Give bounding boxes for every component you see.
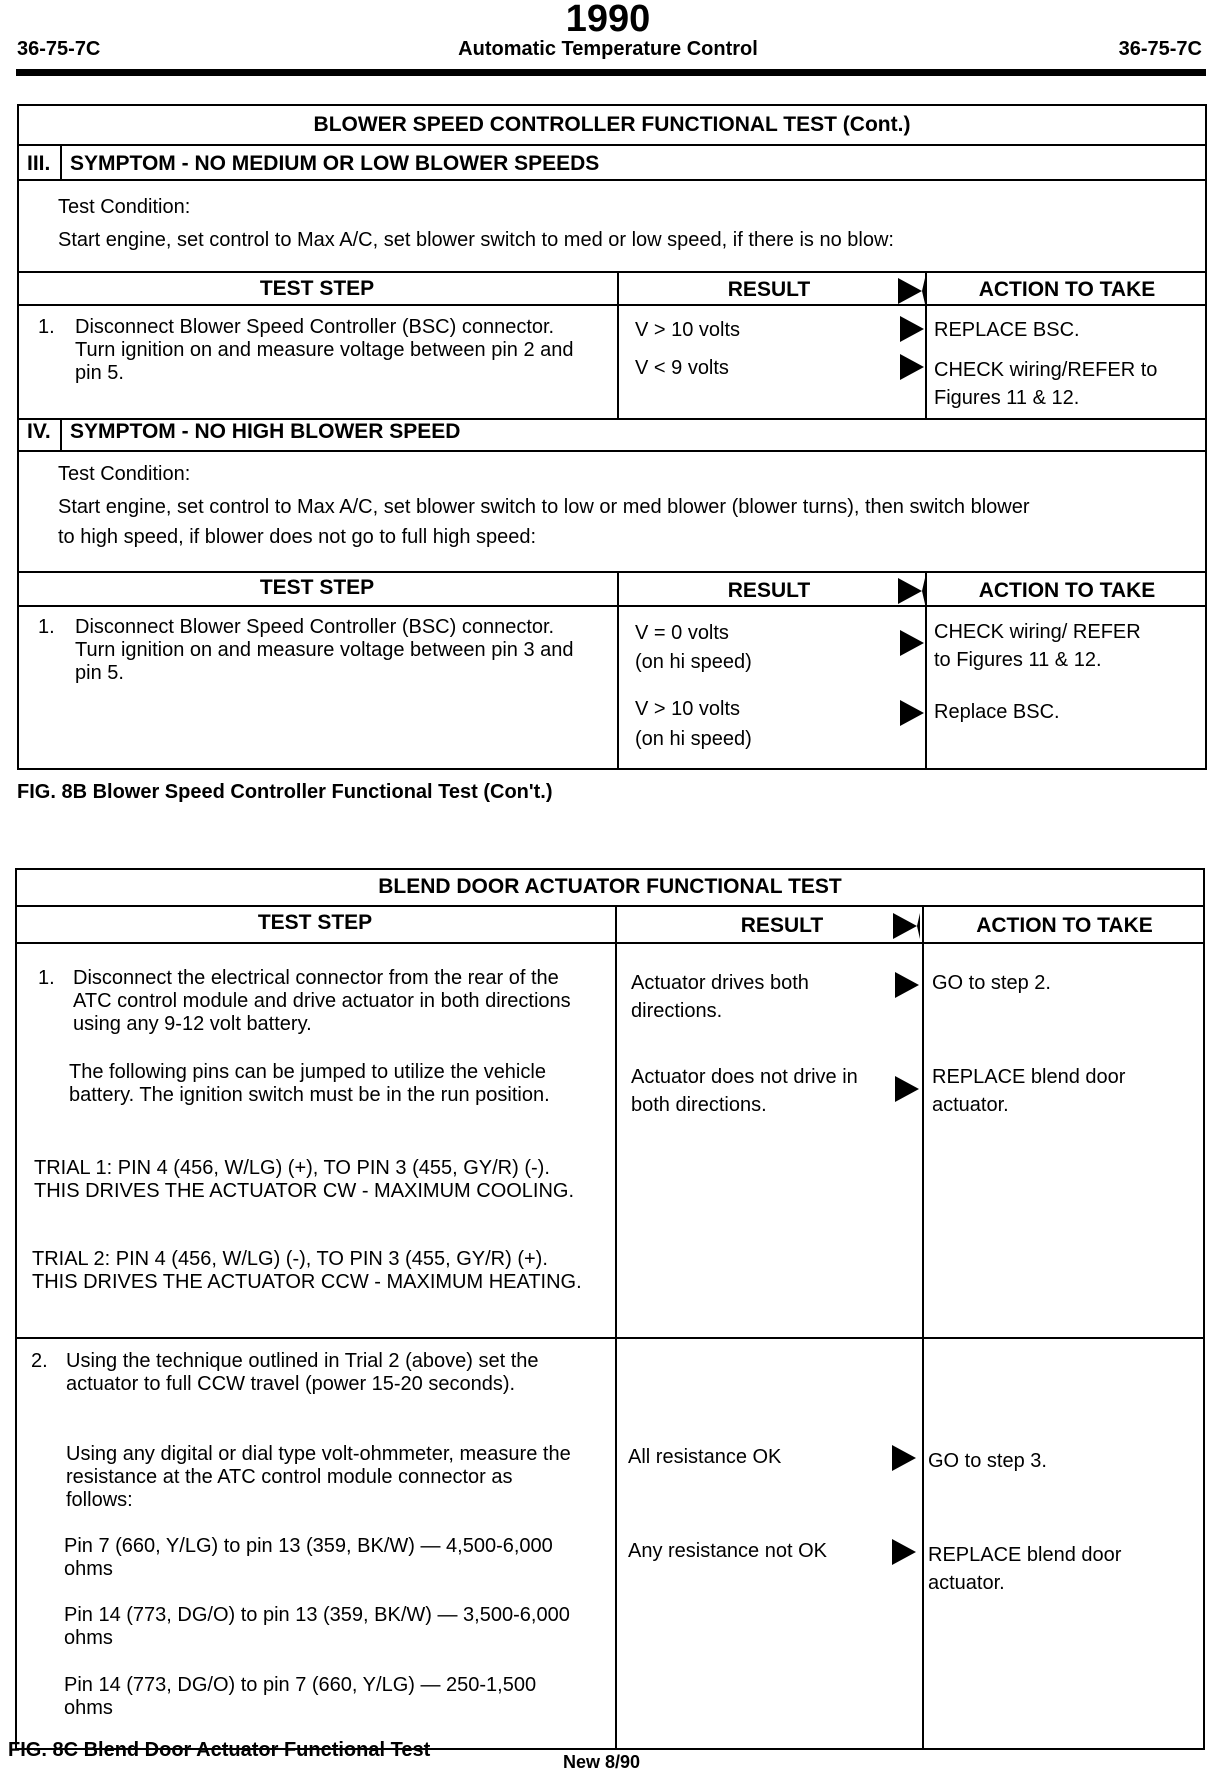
arrow-icon xyxy=(895,972,919,998)
divider xyxy=(922,905,924,1750)
test-step-text: Using the technique outlined in Trial 2 (above) set the actuator to full CCW travel (power 15-20 seconds). xyxy=(66,1350,539,1395)
symptom-heading: SYMPTOM - NO HIGH BLOWER SPEED xyxy=(70,420,461,443)
result-text: Actuator drives both directions. xyxy=(631,972,809,1022)
blend-door-test-title: BLEND DOOR ACTUATOR FUNCTIONAL TEST xyxy=(378,875,842,898)
action-text: GO to step 3. xyxy=(928,1450,1047,1472)
action-text: Replace BSC. xyxy=(934,701,1060,723)
section-code-right: 36-75-7C xyxy=(1118,38,1202,60)
section-number: III. xyxy=(27,152,51,175)
arrow-icon xyxy=(895,1076,919,1102)
divider xyxy=(17,271,1207,273)
arrow-icon xyxy=(900,316,924,342)
step-number: 1. xyxy=(38,616,55,638)
section-code-left: 36-75-7C xyxy=(17,38,101,60)
page-year: 1990 xyxy=(565,0,651,40)
col-header-test-step: TEST STEP xyxy=(259,277,375,300)
action-text: REPLACE blend door actuator. xyxy=(932,1066,1126,1116)
test-condition-label: Test Condition: xyxy=(58,196,191,218)
arrow-icon xyxy=(892,1539,916,1565)
figure-caption: FIG. 8C Blend Door Actuator Functional Test xyxy=(8,1739,431,1761)
trial-2-text: TRIAL 2: PIN 4 (456, W/LG) (-), TO PIN 3 (455, GY/R) (+). THIS DRIVES THE ACTUATOR CCW - MAXIMUM HEATING. xyxy=(32,1248,582,1293)
test-condition-text: to high speed, if blower does not go to full high speed: xyxy=(58,526,537,548)
divider xyxy=(17,571,1207,573)
resistance-spec: Pin 7 (660, Y/LG) to pin 13 (359, BK/W) — 4,500-6,000 ohms xyxy=(64,1535,553,1580)
resistance-spec: Pin 14 (773, DG/O) to pin 13 (359, BK/W) — 3,500-6,000 ohms xyxy=(64,1604,570,1649)
result-text: (on hi speed) xyxy=(635,728,752,750)
symptom-heading: SYMPTOM - NO MEDIUM OR LOW BLOWER SPEEDS xyxy=(70,152,600,175)
test-condition-label: Test Condition: xyxy=(58,463,191,485)
step-number: 1. xyxy=(38,316,55,338)
result-text: All resistance OK xyxy=(628,1446,782,1468)
col-header-result: RESULT xyxy=(727,579,811,602)
result-text: (on hi speed) xyxy=(635,651,752,673)
col-header-action: ACTION TO TAKE xyxy=(976,914,1153,937)
action-text: to Figures 11 & 12. xyxy=(934,649,1102,671)
result-text: Any resistance not OK xyxy=(628,1540,827,1562)
action-text: REPLACE blend door actuator. xyxy=(928,1544,1122,1594)
header-rule xyxy=(16,69,1206,76)
page-title: Automatic Temperature Control xyxy=(458,38,758,60)
test-condition-text: Start engine, set control to Max A/C, set blower switch to med or low speed, if there is no blow: xyxy=(58,229,894,251)
result-text: Actuator does not drive in both directions. xyxy=(631,1066,858,1116)
trial-1-text: TRIAL 1: PIN 4 (456, W/LG) (+), TO PIN 3 (455, GY/R) (-). THIS DRIVES THE ACTUATOR CW - MAXIMUM COOLING. xyxy=(34,1157,575,1202)
col-header-result: RESULT xyxy=(727,278,811,301)
divider xyxy=(17,144,1207,146)
revision-note: New 8/90 xyxy=(563,1752,641,1772)
col-header-action: ACTION TO TAKE xyxy=(978,278,1156,301)
divider xyxy=(15,942,1205,944)
section-number: IV. xyxy=(27,420,51,443)
test-step-note: The following pins can be jumped to utilize the vehicle battery. The ignition switch must be in the run position. xyxy=(69,1061,550,1106)
arrow-icon xyxy=(900,630,924,656)
divider xyxy=(60,144,62,180)
step-number: 2. xyxy=(31,1350,48,1372)
arrow-icon xyxy=(898,578,925,604)
figure-caption: FIG. 8B Blower Speed Controller Functional Test (Con't.) xyxy=(17,781,553,803)
test-step-text: Disconnect the electrical connector from the rear of the ATC control module and drive actuator in both directions using any 9-12 volt battery. xyxy=(73,967,571,1035)
action-text: REPLACE BSC. xyxy=(934,319,1080,341)
result-text: V > 10 volts xyxy=(635,698,741,720)
test-step-text: Disconnect Blower Speed Controller (BSC) connector. Turn ignition on and measure voltage between pin 3 and pin 5. xyxy=(75,616,574,684)
action-text: GO to step 2. xyxy=(932,972,1051,994)
arrow-icon xyxy=(900,354,924,380)
col-header-result: RESULT xyxy=(740,914,824,937)
col-header-test-step: TEST STEP xyxy=(257,911,373,934)
arrow-icon xyxy=(892,1445,916,1471)
test-condition-text: Start engine, set control to Max A/C, set blower switch to low or med blower (blower turns), then switch blower xyxy=(58,496,1030,518)
result-text: V > 10 volts xyxy=(635,319,741,341)
blower-test-title: BLOWER SPEED CONTROLLER FUNCTIONAL TEST (Cont.) xyxy=(313,113,911,136)
divider xyxy=(17,605,1207,607)
action-text: CHECK wiring/REFER to Figures 11 & 12. xyxy=(934,359,1158,409)
step-number: 1. xyxy=(38,967,55,989)
divider xyxy=(17,450,1207,452)
arrow-icon xyxy=(898,278,925,304)
resistance-spec: Pin 14 (773, DG/O) to pin 7 (660, Y/LG) — 250-1,500 ohms xyxy=(64,1674,537,1719)
divider xyxy=(15,1337,1205,1339)
divider xyxy=(17,304,1207,306)
arrow-icon xyxy=(900,700,924,726)
divider xyxy=(615,905,617,1750)
col-header-action: ACTION TO TAKE xyxy=(978,579,1156,602)
col-header-test-step: TEST STEP xyxy=(259,576,375,599)
test-step-note: Using any digital or dial type volt-ohmmeter, measure the resistance at the ATC control module connector as follows: xyxy=(66,1443,571,1511)
test-step-text: Disconnect Blower Speed Controller (BSC) connector. Turn ignition on and measure voltage between pin 2 and pin 5. xyxy=(75,316,574,384)
divider xyxy=(15,905,1205,907)
divider xyxy=(60,418,62,451)
result-text: V = 0 volts xyxy=(635,622,729,644)
action-text: CHECK wiring/ REFER xyxy=(934,621,1141,643)
divider xyxy=(17,179,1207,181)
result-text: V < 9 volts xyxy=(635,357,729,379)
arrow-icon xyxy=(893,913,920,939)
